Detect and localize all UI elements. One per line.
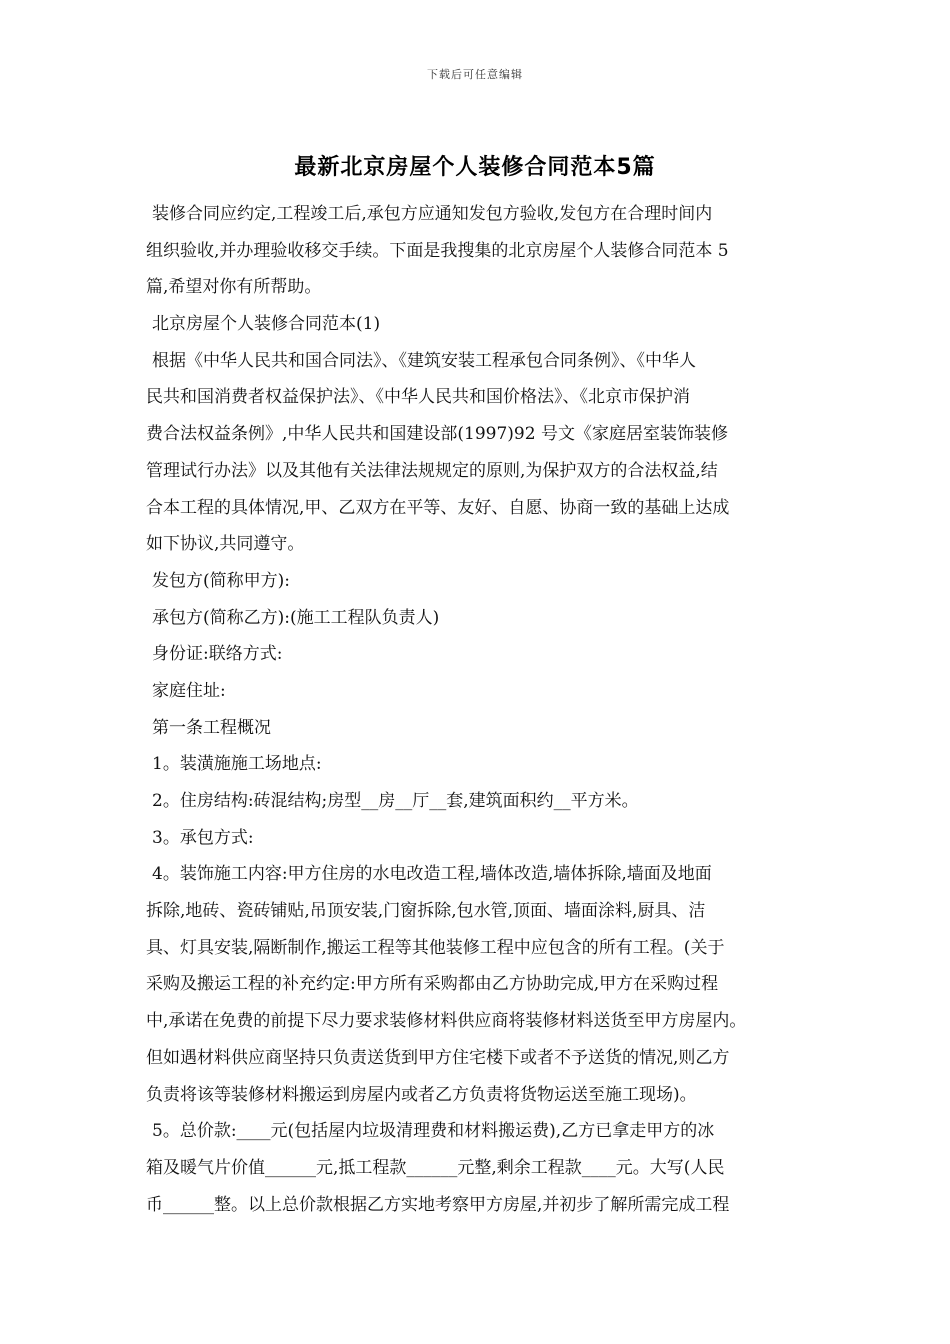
- paragraph-line: 如下协议,共同遵守。: [146, 534, 305, 555]
- paragraph-line: 4。装饰施工内容:甲方住房的水电改造工程,墙体改造,墙体拆除,墙面及地面: [152, 864, 712, 885]
- paragraph-line: 组织验收,并办理验收移交手续。下面是我搜集的北京房屋个人装修合同范本 5: [146, 240, 729, 261]
- paragraph-line: 3。承包方式:: [152, 827, 254, 848]
- paragraph-line: 家庭住址:: [152, 680, 226, 701]
- paragraph-line: 2。住房结构:砖混结构;房型__房__厅__套,建筑面积约__平方米。: [152, 791, 639, 811]
- paragraph-line: 篇,希望对你有所帮助。: [146, 277, 322, 298]
- paragraph-line: 发包方(简称甲方):: [152, 570, 290, 591]
- paragraph-line: 民共和国消费者权益保护法》、《中华人民共和国价格法》、《北京市保护消: [146, 387, 690, 408]
- paragraph-line: 第一条工程概况: [152, 717, 271, 738]
- paragraph-line: 1。装潢施施工场地点:: [152, 754, 322, 775]
- paragraph-line: 中,承诺在免费的前提下尽力要求装修材料供应商将装修材料送货至甲方房屋内。: [146, 1011, 747, 1032]
- paragraph-line: 合本工程的具体情况,甲、乙双方在平等、友好、自愿、协商一致的基础上达成: [146, 497, 730, 518]
- paragraph-line: 采购及搬运工程的补充约定:甲方所有采购都由乙方协助完成,甲方在采购过程: [146, 974, 719, 995]
- paragraph-line: 管理试行办法》以及其他有关法律法规规定的原则,为保护双方的合法权益,结: [146, 460, 718, 481]
- paragraph-line: 北京房屋个人装修合同范本(1): [152, 314, 381, 335]
- paragraph-line: 具、灯具安装,隔断制作,搬运工程等其他装修工程中应包含的所有工程。(关于: [146, 937, 725, 958]
- paragraph-line: 但如遇材料供应商坚持只负责送货到甲方住宅楼下或者不予送货的情况,则乙方: [146, 1047, 730, 1068]
- document-body: [146, 196, 810, 1223]
- page-header: 下载后可任意编辑: [427, 68, 523, 81]
- paragraph-line: 费合法权益条例》,中华人民共和国建设部(1997)92 号文《家庭居室装饰装修: [146, 424, 728, 445]
- paragraph-line: 箱及暖气片价值______元,抵工程款______元整,剩余工程款____元。大写(人民: [146, 1157, 725, 1178]
- document-title: 最新北京房屋个人装修合同范本5篇: [294, 155, 656, 180]
- paragraph-line: 5。总价款:____元(包括屋内垃圾清理费和材料搬运费),乙方已拿走甲方的冰: [152, 1121, 715, 1142]
- paragraph-line: 装修合同应约定,工程竣工后,承包方应通知发包方验收,发包方在合理时间内: [152, 204, 713, 224]
- paragraph-line: 根据《中华人民共和国合同法》、《建筑安装工程承包合同条例》、《中华人: [152, 350, 696, 371]
- paragraph-line: 拆除,地砖、瓷砖铺贴,吊顶安装,门窗拆除,包水管,顶面、墙面涂料,厨具、洁: [146, 901, 706, 922]
- paragraph-line: 承包方(简称乙方):(施工工程队负责人): [152, 607, 440, 628]
- paragraph-line: 负责将该等装修材料搬运到房屋内或者乙方负责将货物运送至施工现场)。: [146, 1084, 697, 1105]
- paragraph-line: 币______整。以上总价款根据乙方实地考察甲方房屋,并初步了解所需完成工程: [146, 1194, 730, 1215]
- paragraph-line: 身份证:联络方式:: [152, 644, 283, 665]
